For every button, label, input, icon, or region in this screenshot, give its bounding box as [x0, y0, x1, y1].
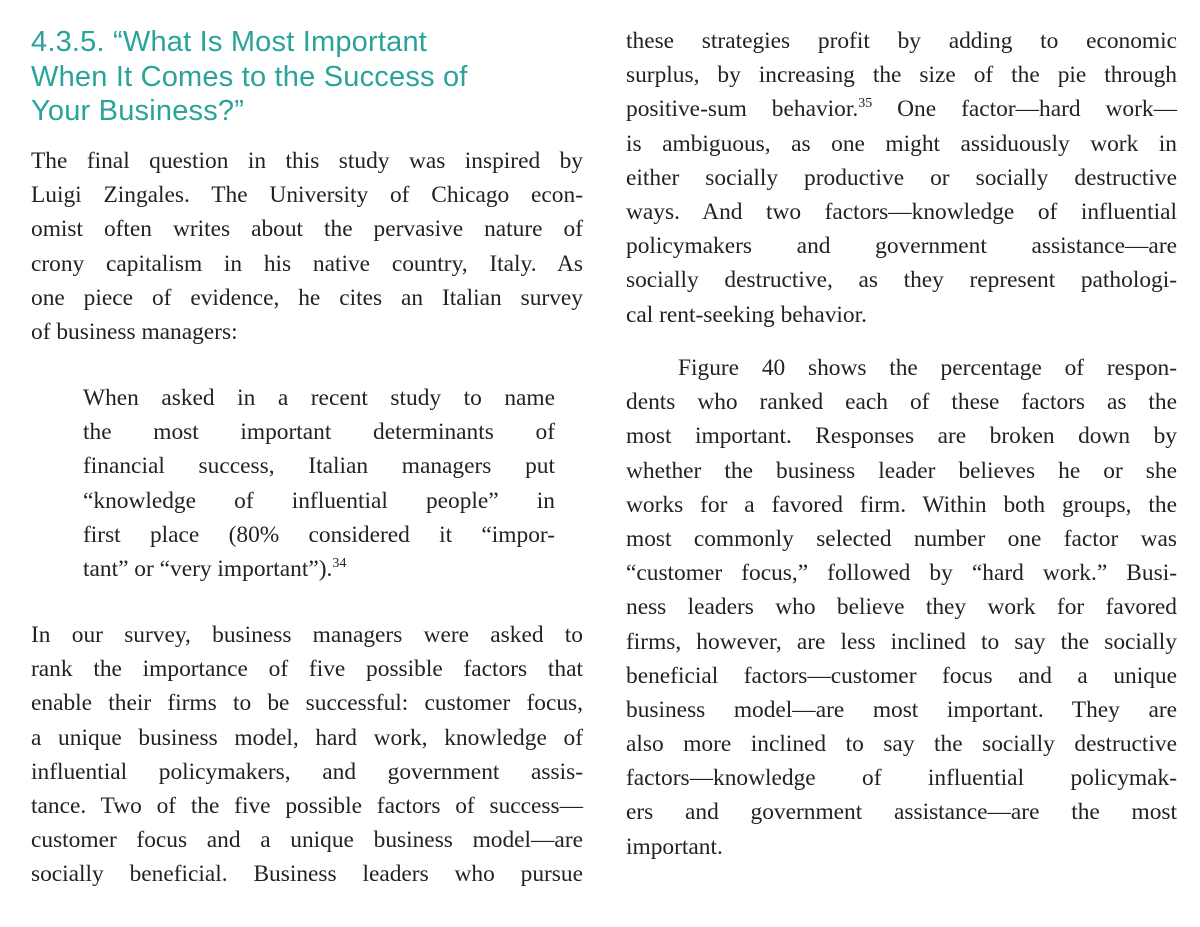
text-line: socially beneficial. Business leaders who pursue	[31, 861, 583, 888]
text-line: a unique business model, hard work, knowledge of	[31, 724, 583, 751]
text-line: most commonly selected number one factor was	[626, 525, 1177, 552]
text-line: Luigi Zingales. The University of Chicago econ-	[31, 182, 583, 209]
text-line: rank the importance of five possible factors that	[31, 656, 583, 683]
intro-paragraph	[31, 144, 583, 349]
text-line: works for a favored firm. Within both groups, the	[626, 491, 1177, 518]
text-line: firms, however, are less inclined to say the socially	[626, 628, 1177, 655]
footnote-marker: 35	[858, 96, 873, 112]
text-line: ers and government assistance—are the most	[626, 799, 1177, 826]
text-line: dents who ranked each of these factors as the	[626, 389, 1177, 416]
quote-line: financial success, Italian managers put	[83, 453, 555, 480]
block-quote	[83, 381, 555, 586]
text-line: business model—are most important. They are	[626, 696, 1177, 723]
text-line: crony capitalism in his native country, Italy. As	[31, 250, 583, 277]
heading-line: When It Comes to the Success of	[31, 60, 468, 93]
heading-line: 4.3.5. “What Is Most Important	[31, 26, 428, 58]
heading-line: Your Business?”	[31, 95, 245, 127]
quote-line: first place (80% considered it “impor-	[83, 521, 555, 548]
text-line: policymakers and government assistance—are	[626, 233, 1177, 260]
body-paragraph	[31, 618, 583, 892]
text-line: factors—knowledge of influential policymak-	[626, 765, 1177, 792]
text-line: one piece of evidence, he cites an Italian survey	[31, 284, 583, 311]
text-line: also more inclined to say the socially destructive	[626, 731, 1177, 758]
text-line: socially destructive, as they represent pathologi-	[626, 267, 1177, 294]
figure-paragraph	[626, 351, 1177, 864]
quote-line: When asked in a recent study to name	[83, 385, 555, 411]
text-line: customer focus and a unique business model—are	[31, 827, 583, 854]
footnote-marker: 34	[332, 555, 347, 571]
text-line: most important. Responses are broken down by	[626, 423, 1177, 450]
text-segment: One factor—hard work—	[872, 96, 1177, 123]
text-line: cal rent-seeking behavior.	[626, 301, 867, 328]
text-line: enable their firms to be successful: customer focus,	[31, 690, 583, 717]
text-line: influential policymakers, and government assis-	[31, 758, 583, 785]
text-line: Figure 40 shows the percentage of respon-	[678, 355, 1177, 381]
text-line: The final question in this study was inspired by	[31, 148, 583, 174]
text-line: beneficial factors—customer focus and a unique	[626, 662, 1177, 689]
text-line: omist often writes about the pervasive nature of	[31, 216, 583, 243]
text-line: important.	[626, 833, 723, 860]
section-heading	[31, 25, 591, 129]
quote-line-last	[83, 552, 555, 586]
text-line: “customer focus,” followed by “hard work.” Busi-	[626, 560, 1177, 587]
text-line: either socially productive or socially destructive	[626, 164, 1177, 191]
text-line: In our survey, business managers were asked to	[31, 622, 583, 648]
text-line: these strategies profit by adding to economic	[626, 28, 1177, 54]
text-line: whether the business leader believes he or she	[626, 457, 1177, 484]
text-line: ways. And two factors—knowledge of influential	[626, 198, 1177, 225]
text-segment: positive-sum behavior.	[626, 96, 859, 123]
quote-text: tant” or “very important”).	[83, 555, 333, 582]
text-line: tance. Two of the five possible factors of success—	[31, 792, 583, 819]
text-line: of business managers:	[31, 318, 238, 345]
quote-line: the most important determinants of	[83, 419, 555, 446]
text-line: surplus, by increasing the size of the pie through	[626, 62, 1177, 89]
text-line: ness leaders who believe they work for favored	[626, 594, 1177, 621]
quote-line: “knowledge of influential people” in	[83, 487, 555, 514]
text-line: is ambiguous, as one might assiduously work in	[626, 130, 1177, 157]
text-line-with-footnote	[626, 92, 1177, 126]
continued-paragraph	[626, 24, 1177, 332]
